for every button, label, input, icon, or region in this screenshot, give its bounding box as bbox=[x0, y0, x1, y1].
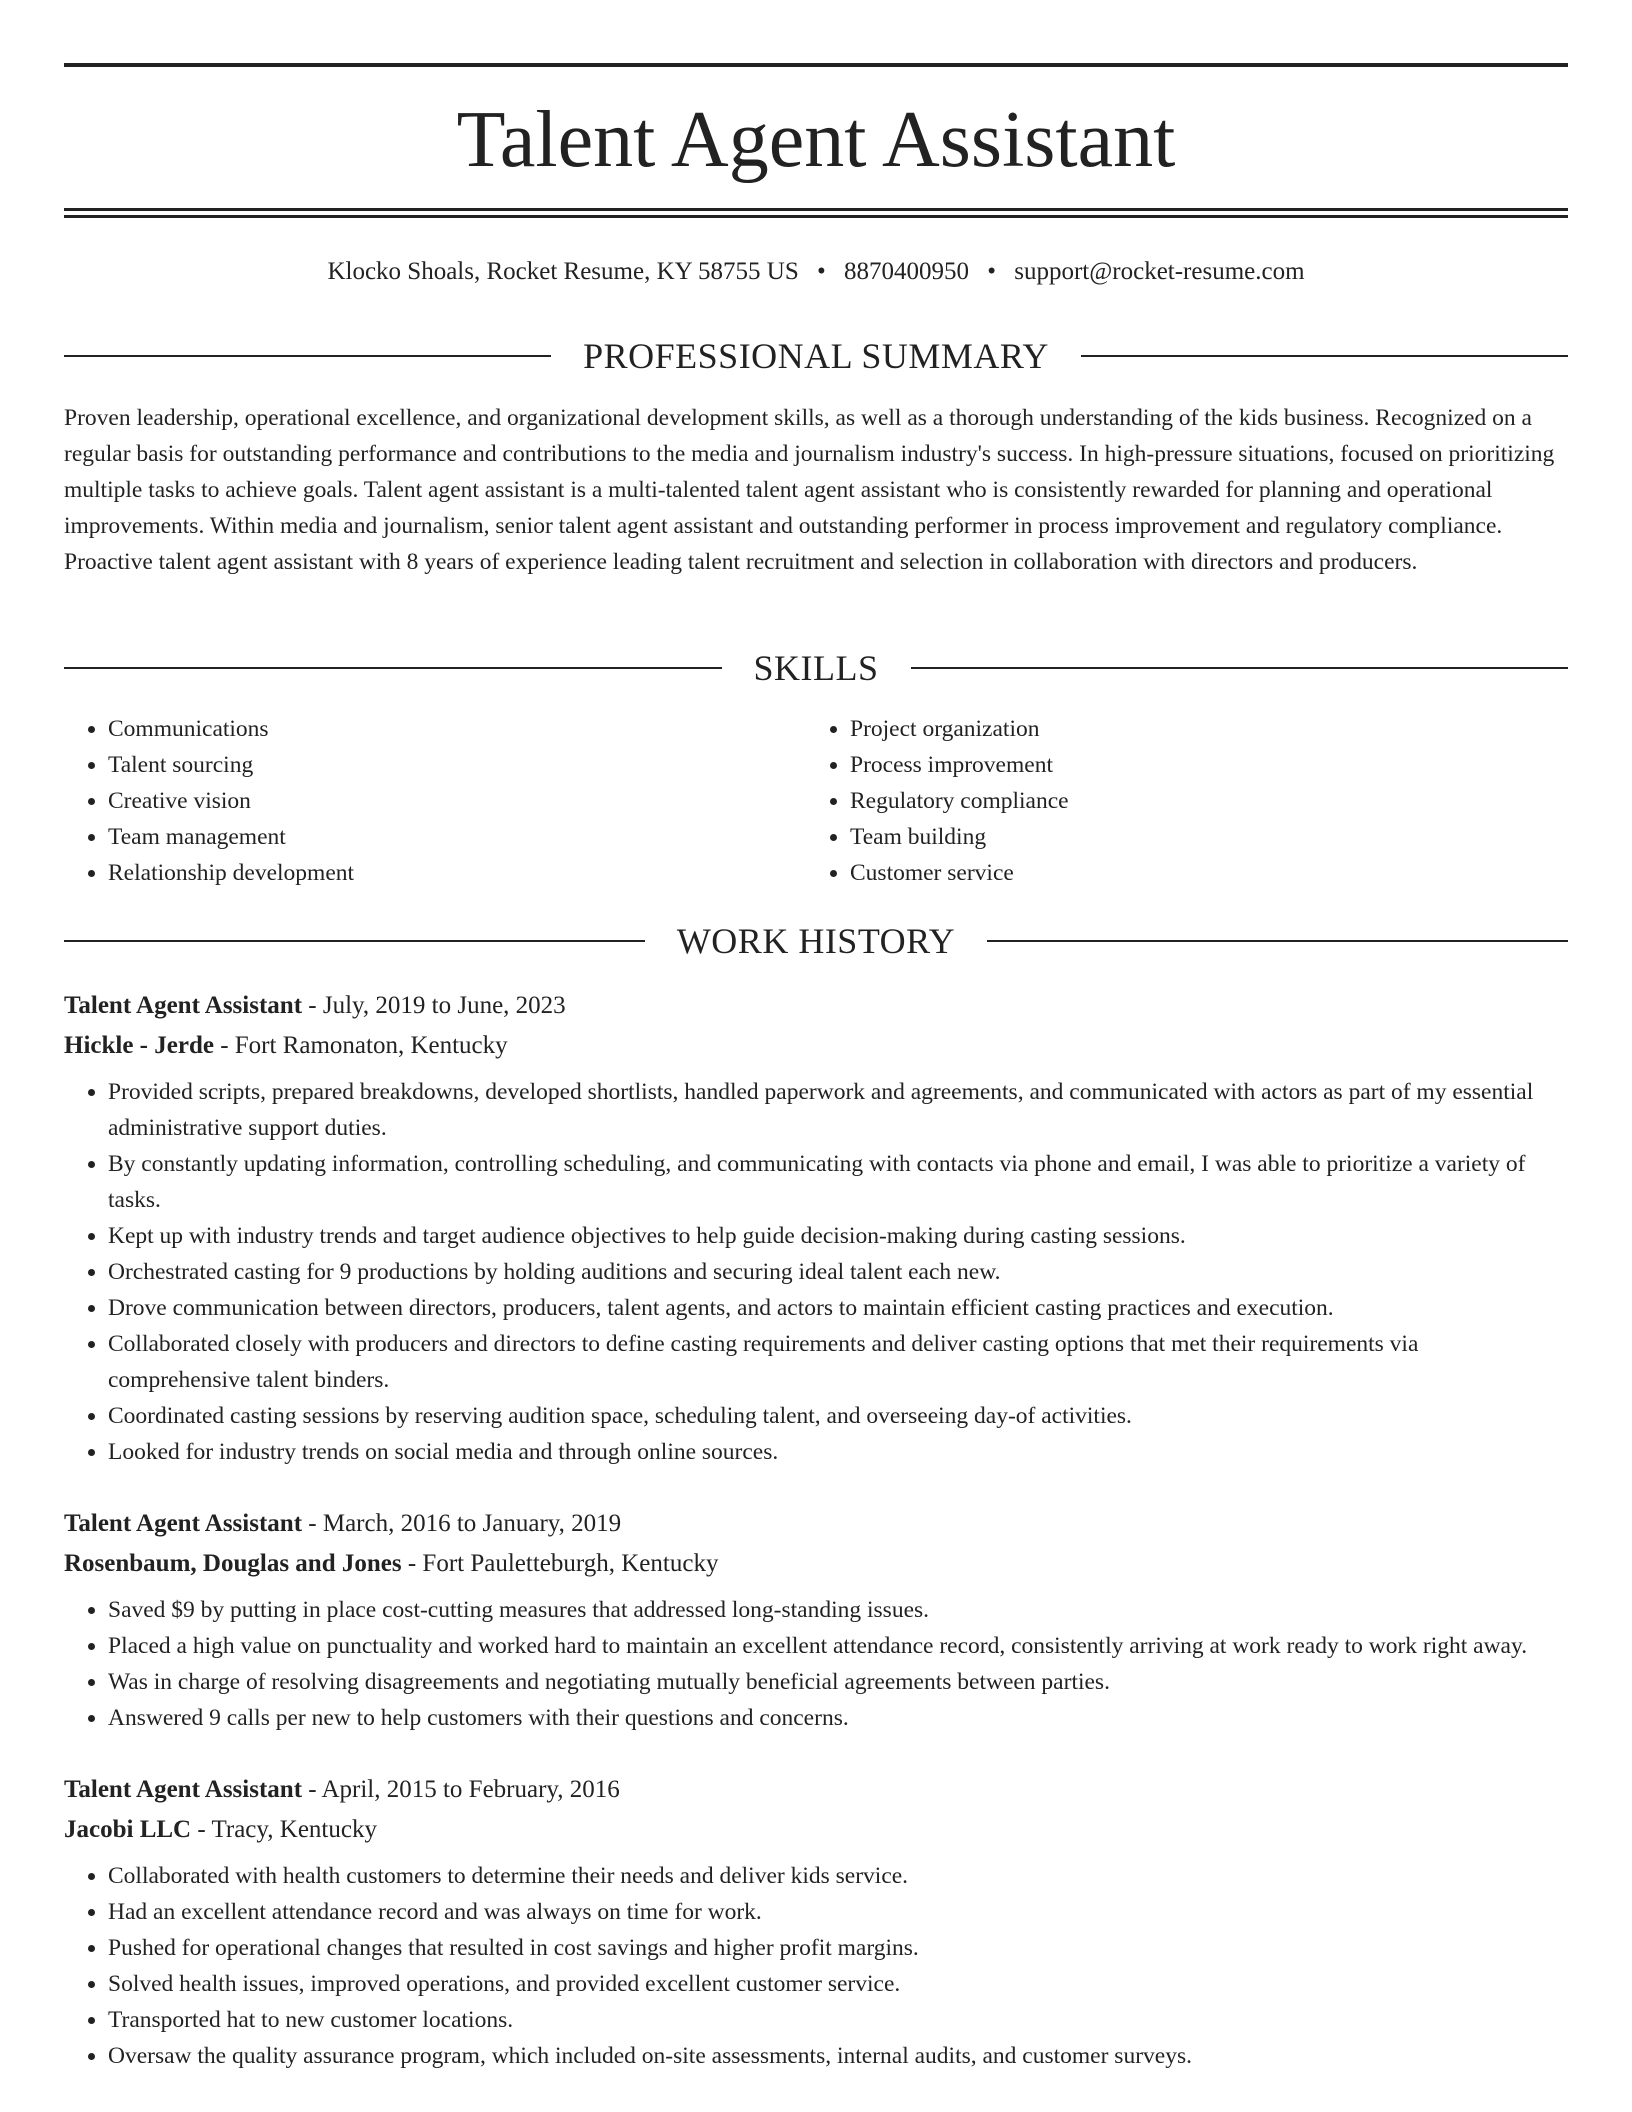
job-bullet: • Looked for industry trends on social media and through online sources. bbox=[108, 1434, 1568, 1470]
job-entry bbox=[64, 1770, 1568, 2074]
work-heading: WORK HISTORY bbox=[676, 921, 956, 961]
job-bullet: • Kept up with industry trends and target audience objectives to help guide decision-making during casting sessions. bbox=[108, 1218, 1568, 1254]
resume-title: Talent Agent Assistant bbox=[456, 96, 1176, 184]
job-dates: July, 2019 to June, 2023 bbox=[322, 992, 566, 1019]
field-separator: - bbox=[302, 992, 323, 1019]
heading-rule-right bbox=[987, 940, 1568, 942]
job-bullet: • Answered 9 calls per new to help customers with their questions and concerns. bbox=[108, 1700, 1568, 1736]
job-bullet: • Provided scripts, prepared breakdowns, developed shortlists, handled paperwork and agreements, and communicated with actors as part of my essential administrative support duties. bbox=[108, 1074, 1568, 1146]
job-bullets bbox=[64, 1592, 1568, 1736]
job-bullet: • By constantly updating information, controlling scheduling, and communicating with contacts via phone and email, I was able to prioritize a variety of tasks. bbox=[108, 1146, 1568, 1218]
heading-rule-right bbox=[911, 667, 1569, 669]
job-title: Talent Agent Assistant bbox=[64, 1776, 303, 1803]
field-separator: - bbox=[191, 1816, 212, 1843]
top-rule bbox=[64, 63, 1568, 67]
job-bullet: • Drove communication between directors, producers, talent agents, and actors to maintain efficient casting practices and execution. bbox=[108, 1290, 1568, 1326]
heading-rule-left bbox=[64, 355, 551, 357]
field-separator: - bbox=[213, 1032, 235, 1059]
field-separator: - bbox=[401, 1550, 423, 1577]
skills-list-right bbox=[806, 711, 1548, 891]
job-bullets bbox=[64, 1858, 1568, 2074]
skills-columns bbox=[64, 711, 1568, 891]
job-bullets bbox=[64, 1074, 1568, 1470]
job-bullet: • Placed a high value on punctuality and worked hard to maintain an excellent attendance record, consistently arriving at work ready to work right away. bbox=[108, 1628, 1568, 1664]
job-location: Fort Ramonaton, Kentucky bbox=[234, 1032, 508, 1059]
job-bullet: • Had an excellent attendance record and was always on time for work. bbox=[108, 1894, 1568, 1930]
field-separator: - bbox=[302, 1776, 322, 1803]
contact-phone[interactable]: 8870400950 bbox=[843, 258, 969, 285]
title-double-rule bbox=[64, 208, 1568, 218]
job-company-line bbox=[64, 1544, 1568, 1584]
skill-item: • Creative vision bbox=[108, 783, 806, 819]
contact-email[interactable]: support@rocket-resume.com bbox=[1014, 258, 1305, 285]
contact-separator: • bbox=[987, 258, 996, 285]
skill-item: • Process improvement bbox=[850, 747, 1548, 783]
job-bullet: • Saved $9 by putting in place cost-cutting measures that addressed long-standing issues. bbox=[108, 1592, 1568, 1628]
job-title-line bbox=[64, 986, 1568, 1026]
skills-heading: SKILLS bbox=[753, 648, 879, 688]
summary-text: Proven leadership, operational excellence, and organizational development skills, as well as a thorough understanding of the kids business. Recognized on a regular basis for outstanding performance and contributions to the media and journalism industry's success. In high-pressure situations, focused on prioritizing multiple tasks to achieve goals. Talent agent assistant is a multi-talented talent agent assistant who is consistently rewarded for planning and operational improvements. Within media and journalism, senior talent agent assistant and outstanding performer in process improvement and regulatory compliance. Proactive talent agent assistant with 8 years of experience leading talent recruitment and selection in collaboration with directors and producers. bbox=[64, 405, 1555, 575]
skill-item: • Talent sourcing bbox=[108, 747, 806, 783]
job-entry bbox=[64, 1504, 1568, 1736]
job-title: Talent Agent Assistant bbox=[64, 992, 303, 1019]
field-separator: - bbox=[302, 1510, 323, 1537]
job-location: Tracy, Kentucky bbox=[211, 1816, 377, 1843]
summary-heading-row bbox=[64, 334, 1568, 378]
job-bullet: • Solved health issues, improved operations, and provided excellent customer service. bbox=[108, 1966, 1568, 2002]
contact-line bbox=[64, 252, 1568, 292]
job-bullet: • Orchestrated casting for 9 productions by holding auditions and securing ideal talent each new. bbox=[108, 1254, 1568, 1290]
contact-address: Klocko Shoals, Rocket Resume, KY 58755 US bbox=[327, 258, 799, 285]
skill-item: • Relationship development bbox=[108, 855, 806, 891]
job-company-line bbox=[64, 1026, 1568, 1066]
skill-item: • Team building bbox=[850, 819, 1548, 855]
job-title-line bbox=[64, 1504, 1568, 1544]
work-heading-row bbox=[64, 919, 1568, 963]
job-title-line bbox=[64, 1770, 1568, 1810]
skill-item: • Communications bbox=[108, 711, 806, 747]
job-company: Rosenbaum, Douglas and Jones bbox=[64, 1550, 402, 1577]
job-bullet: • Oversaw the quality assurance program, which included on-site assessments, internal audits, and customer surveys. bbox=[108, 2038, 1568, 2074]
skill-item: • Team management bbox=[108, 819, 806, 855]
job-company-line bbox=[64, 1810, 1568, 1850]
skill-item: • Project organization bbox=[850, 711, 1548, 747]
heading-rule-right bbox=[1081, 355, 1568, 357]
job-title: Talent Agent Assistant bbox=[64, 1510, 303, 1537]
heading-rule-left bbox=[64, 667, 722, 669]
job-bullet: • Pushed for operational changes that resulted in cost savings and higher profit margins. bbox=[108, 1930, 1568, 1966]
job-bullet: • Collaborated with health customers to determine their needs and deliver kids service. bbox=[108, 1858, 1568, 1894]
job-bullet: • Coordinated casting sessions by reserving audition space, scheduling talent, and overseeing day-of activities. bbox=[108, 1398, 1568, 1434]
job-company: Hickle - Jerde bbox=[64, 1032, 214, 1059]
skill-item: • Regulatory compliance bbox=[850, 783, 1548, 819]
job-dates: April, 2015 to February, 2016 bbox=[321, 1776, 620, 1803]
summary-heading: PROFESSIONAL SUMMARY bbox=[583, 336, 1049, 376]
job-entry bbox=[64, 986, 1568, 1470]
heading-rule-left bbox=[64, 940, 645, 942]
job-company: Jacobi LLC bbox=[64, 1816, 192, 1843]
job-bullet: • Was in charge of resolving disagreements and negotiating mutually beneficial agreements between parties. bbox=[108, 1664, 1568, 1700]
skills-list-left bbox=[64, 711, 806, 891]
job-dates: March, 2016 to January, 2019 bbox=[322, 1510, 622, 1537]
job-bullet: • Transported hat to new customer locations. bbox=[108, 2002, 1568, 2038]
contact-separator: • bbox=[816, 258, 826, 285]
job-bullet: • Collaborated closely with producers and directors to define casting requirements and deliver casting options that met their requirements via comprehensive talent binders. bbox=[108, 1326, 1568, 1398]
work-history bbox=[64, 986, 1568, 2108]
job-location: Fort Pauletteburgh, Kentucky bbox=[422, 1550, 719, 1577]
skills-heading-row bbox=[64, 646, 1568, 690]
skill-item: • Customer service bbox=[850, 855, 1548, 891]
